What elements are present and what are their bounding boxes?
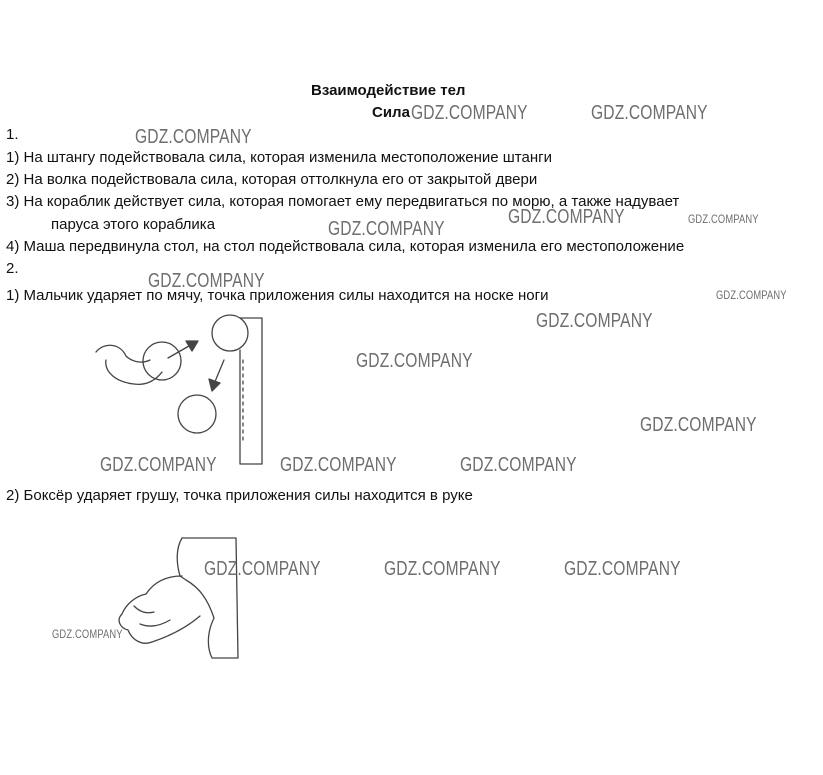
page-title: Взаимодействие тел [311, 82, 466, 99]
watermark: GDZ.COMPANY [280, 454, 397, 476]
section-1-item-3: 3) На кораблик действует сила, которая помогает ему передвигаться по морю, а также надувает [6, 193, 680, 210]
watermark: GDZ.COMPANY [328, 218, 445, 240]
watermark: GDZ.COMPANY [52, 627, 123, 641]
watermark: GDZ.COMPANY [204, 558, 321, 580]
watermark: GDZ.COMPANY [688, 212, 759, 226]
watermark: GDZ.COMPANY [135, 126, 252, 148]
watermark: GDZ.COMPANY [536, 310, 653, 332]
watermark: GDZ.COMPANY [460, 454, 577, 476]
watermark: GDZ.COMPANY [716, 288, 787, 302]
punching-bag [177, 538, 238, 658]
watermark: GDZ.COMPANY [356, 350, 473, 372]
watermark: GDZ.COMPANY [564, 558, 681, 580]
page-subtitle: Сила [372, 104, 410, 121]
watermark: GDZ.COMPANY [148, 270, 265, 292]
section-2-item-1: 1) Мальчик ударяет по мячу, точка приложения силы находится на носке ноги [6, 287, 549, 304]
section-1-item-3-continued: паруса этого кораблика [51, 216, 216, 233]
watermark: GDZ.COMPANY [411, 102, 528, 124]
section-1-item-2: 2) На волка подействовала сила, которая оттолкнула его от закрытой двери [6, 171, 538, 188]
section-2-number: 2. [6, 260, 19, 277]
section-1-number: 1. [6, 126, 19, 143]
boxer-arm [119, 576, 200, 643]
watermark: GDZ.COMPANY [591, 102, 708, 124]
watermark: GDZ.COMPANY [384, 558, 501, 580]
watermark: GDZ.COMPANY [640, 414, 757, 436]
section-1-item-4: 4) Маша передвинула стол, на стол подействовала сила, которая изменила его местоположение [6, 238, 685, 255]
watermark: GDZ.COMPANY [508, 206, 625, 228]
section-2-item-2: 2) Боксёр ударяет грушу, точка приложения силы находится в руке [6, 487, 473, 504]
watermark: GDZ.COMPANY [100, 454, 217, 476]
section-1-item-1: 1) На штангу подействовала сила, которая изменила местоположение штанги [6, 149, 552, 166]
boxer-glove-detail [134, 606, 170, 626]
